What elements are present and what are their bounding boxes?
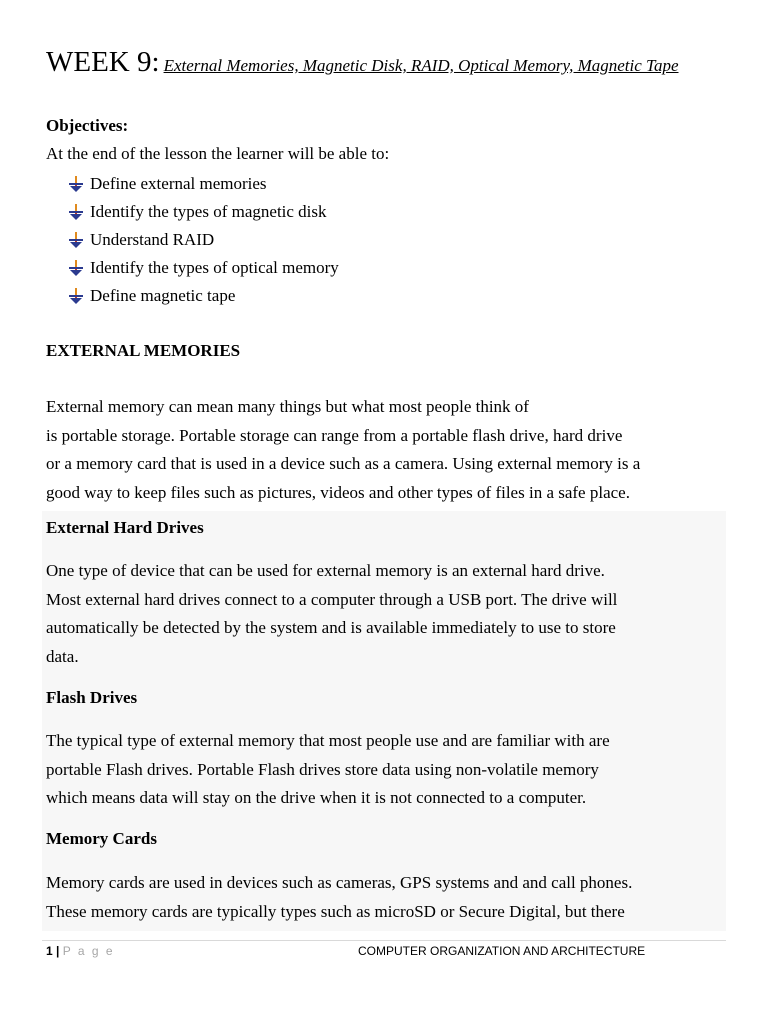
- objective-text: Define external memories: [90, 174, 267, 193]
- objective-text: Identify the types of magnetic disk: [90, 202, 327, 221]
- paragraph-line: portable Flash drives. Portable Flash drives store data using non-volatile memory: [46, 759, 599, 779]
- arrow-bullet-icon: [66, 231, 86, 249]
- arrow-bullet-icon: [66, 259, 86, 277]
- arrow-bullet-icon: [66, 175, 86, 193]
- week-label: WEEK 9:: [46, 46, 160, 78]
- paragraph-line: One type of device that can be used for external memory is an external hard drive.: [46, 561, 605, 580]
- list-item: [66, 254, 339, 282]
- paragraph-line: External memory can mean many things but what most people think of: [46, 397, 529, 416]
- objective-text: Understand RAID: [90, 230, 215, 249]
- footer-separator: |: [56, 944, 60, 958]
- subheading-memory-cards: Memory Cards: [46, 829, 157, 848]
- hard-drives-paragraph: [46, 557, 736, 671]
- document-title: [46, 46, 679, 79]
- list-item: [66, 170, 339, 198]
- page-word: P a g e: [62, 944, 115, 958]
- page-number: 1: [46, 944, 53, 958]
- external-memories-paragraph: [46, 393, 736, 507]
- list-item: [66, 198, 339, 226]
- paragraph-line: is portable storage. Portable storage can range from a portable flash drive, hard drive: [46, 425, 623, 445]
- course-name: COMPUTER ORGANIZATION AND ARCHITECTURE: [358, 944, 646, 958]
- objective-text: Identify the types of optical memory: [90, 258, 339, 277]
- week-topics: External Memories, Magnetic Disk, RAID, Optical Memory, Magnetic Tape: [163, 56, 679, 75]
- paragraph-line: data.: [46, 646, 79, 666]
- paragraph-line: The typical type of external memory that most people use and are familiar with are: [46, 731, 610, 750]
- objectives-heading: Objectives:: [46, 116, 129, 135]
- paragraph-line: Memory cards are used in devices such as cameras, GPS systems and and call phones.: [46, 873, 633, 892]
- paragraph-line: good way to keep files such as pictures, videos and other types of files in a safe place.: [46, 482, 630, 502]
- paragraph-line: automatically be detected by the system and is available immediately to use to store: [46, 618, 616, 637]
- memory-cards-paragraph: [46, 869, 736, 926]
- page-footer: [46, 944, 115, 958]
- paragraph-line: which means data will stay on the drive when it is not connected to a computer.: [46, 788, 587, 807]
- objective-text: Define magnetic tape: [90, 286, 236, 305]
- paragraph-line: or a memory card that is used in a device such as a camera. Using external memory is a: [46, 454, 641, 473]
- objectives-intro: At the end of the lesson the learner will be able to:: [46, 144, 390, 163]
- section-heading-external-memories: EXTERNAL MEMORIES: [46, 341, 241, 360]
- list-item: [66, 226, 339, 254]
- arrow-bullet-icon: [66, 287, 86, 305]
- paragraph-line: Most external hard drives connect to a computer through a USB port. The drive will: [46, 589, 618, 609]
- flash-drives-paragraph: [46, 727, 736, 813]
- footer-divider: [42, 940, 726, 941]
- subheading-external-hard-drives: External Hard Drives: [46, 518, 204, 537]
- paragraph-line: These memory cards are typically types such as microSD or Secure Digital, but there: [46, 901, 625, 921]
- list-item: [66, 282, 339, 310]
- subheading-flash-drives: Flash Drives: [46, 688, 138, 707]
- objectives-list: [66, 170, 339, 310]
- arrow-bullet-icon: [66, 203, 86, 221]
